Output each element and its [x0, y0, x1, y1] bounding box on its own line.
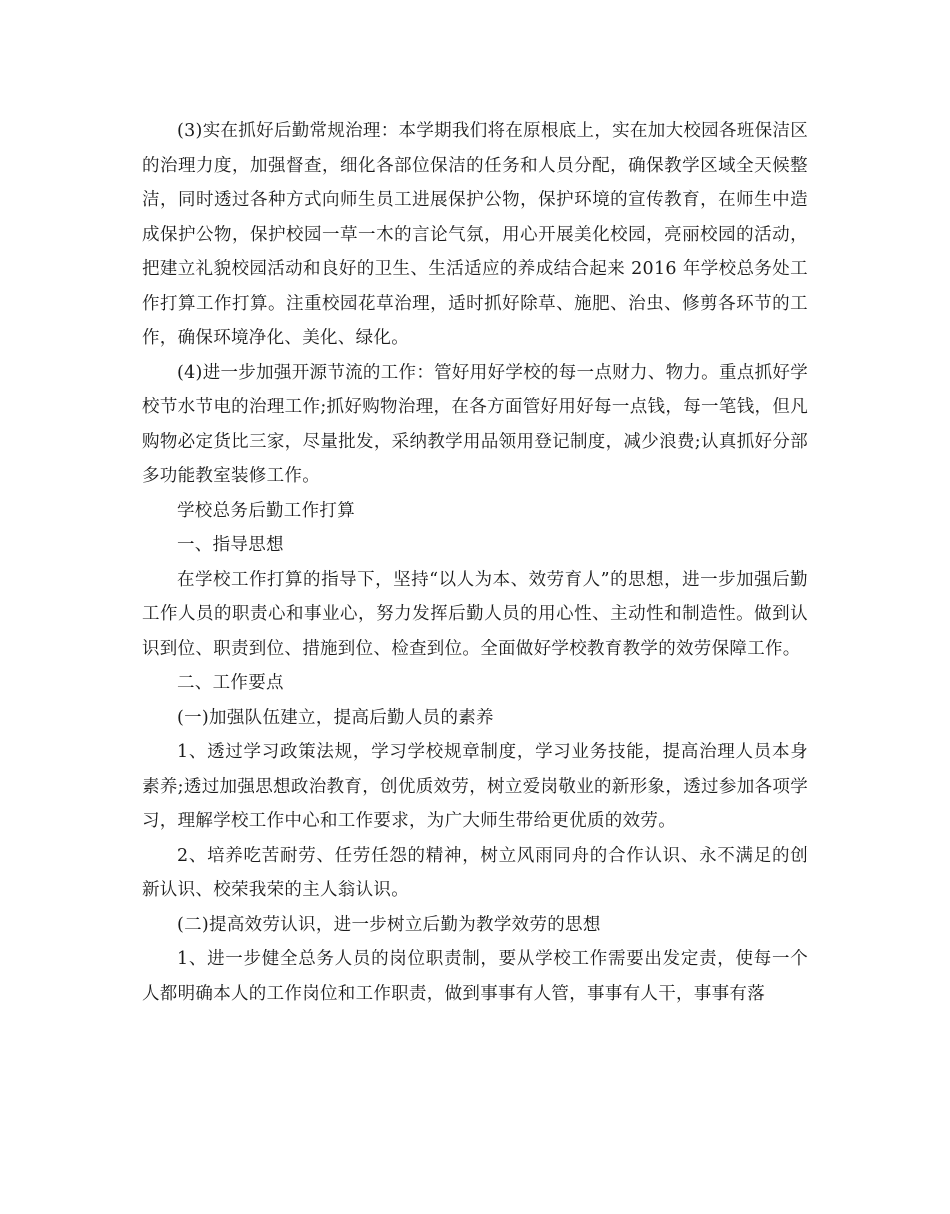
paragraph-logistics-routine: (3)实在抓好后勤常规治理：本学期我们将在原根底上，实在加大校园各班保洁区的治理力度，加强督查，细化各部位保洁的任务和人员分配，确保教学区域全天候整洁，同时透过各种方式向师生员工进展保护公物，保护环境的宣传教育，在师生中造成保护公物，保护校园一草一木的言论气氛，用心开展美化校园，亮丽校园的活动，把建立礼貌校园活动和良好的卫生、生活适应的养成结合起来 2016 年学校总务处工作打算工作打算。注重校园花草治理，适时抓好除草、施肥、治虫、修剪各环节的工作，确保环境净化、美化、绿化。 [142, 121, 808, 348]
paragraph-item-1-responsibility: 1、进一步健全总务人员的岗位职责制，要从学校工作需要出发定责，使每一个人都明确本人的工作岗位和工作职责，做到事事有人管，事事有人干，事事有落 [142, 949, 808, 1004]
paragraph-item-1-study: 1、透过学习政策法规，学习学校规章制度，学习业务技能，提高治理人员本身素养;透过加强思想政治教育，创优质效劳，树立爱岗敬业的新形象，透过参加各项学习，理解学校工作中心和工作要求，为广大师生带给更优质的效劳。 [142, 742, 808, 831]
subheading-team-building: (一)加强队伍建立，提高后勤人员的素养 [177, 707, 494, 728]
paragraph-item-2-spirit: 2、培养吃苦耐劳、任劳任怨的精神，树立风雨同舟的合作认识、永不满足的创新认识、校荣我荣的主人翁认识。 [142, 845, 808, 900]
document-page [142, 114, 808, 1011]
subheading-service-awareness: (二)提高效劳认识，进一步树立后勤为教学效劳的思想 [177, 914, 601, 935]
paragraph-open-source-reduce-expenditure: (4)进一步加强开源节流的工作：管好用好学校的每一点财力、物力。重点抓好学校节水节电的治理工作;抓好购物治理，在各方面管好用好每一点钱，每一笔钱，但凡购物必定货比三家，尽量批发，采纳教学用品领用登记制度，减少浪费;认真抓好分部多功能教室装修工作。 [142, 362, 808, 486]
heading-work-points: 二、工作要点 [177, 673, 284, 693]
paragraph-guiding-ideology: 在学校工作打算的指导下，坚持“以人为本、效劳育人”的思想，进一步加强后勤工作人员的职责心和事业心，努力发挥后勤人员的用心性、主动性和制造性。做到认识到位、职责到位、措施到位、检查到位。全面做好学校教育教学的效劳保障工作。 [142, 569, 808, 659]
section-title: 学校总务后勤工作打算 [177, 500, 355, 521]
heading-guiding-ideology: 一、指导思想 [177, 535, 284, 555]
